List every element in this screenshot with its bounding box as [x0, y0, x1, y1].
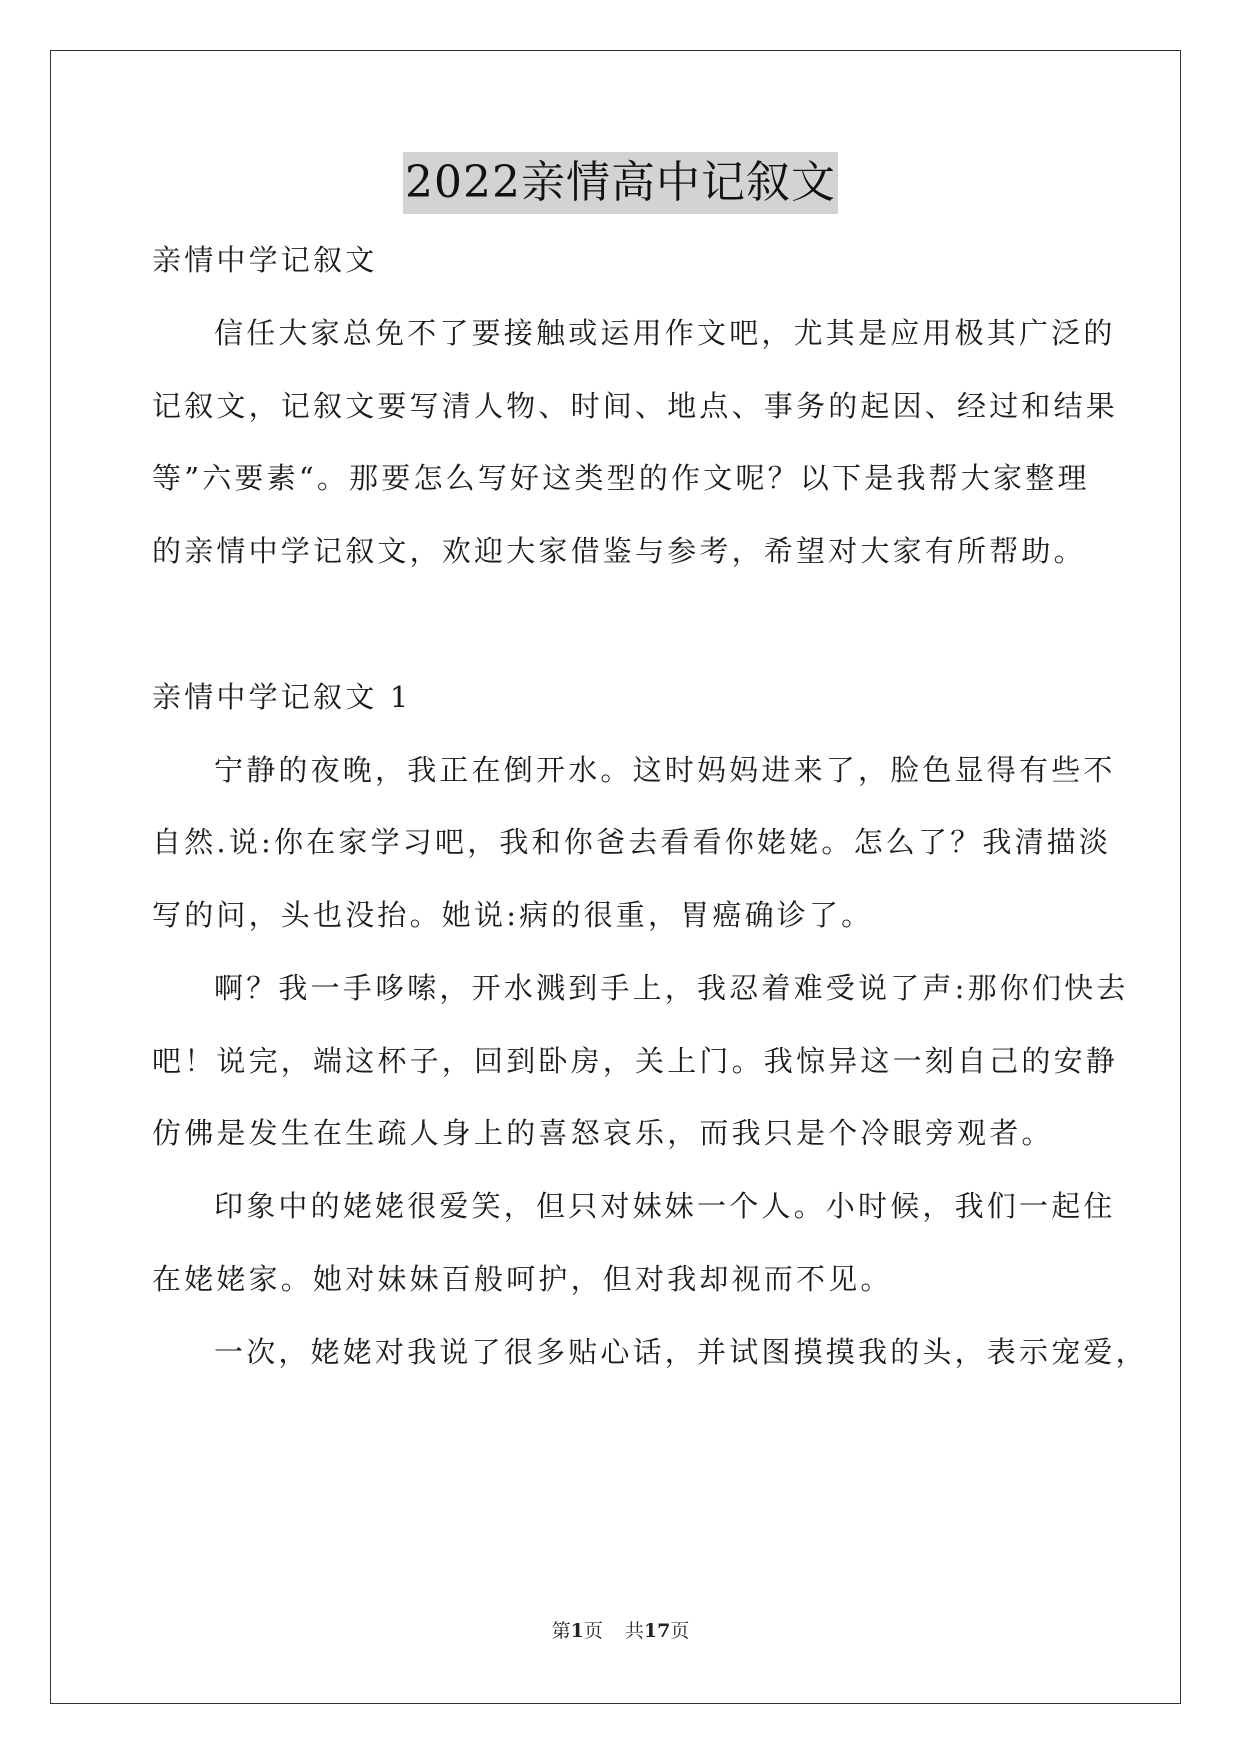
section-heading: 亲情中学记叙文 — [152, 243, 378, 277]
paragraph-line: 在姥姥家。她对妹妹百般呵护，但对我却视而不见。 — [152, 1262, 893, 1296]
paragraph-line: 宁静的夜晚，我正在倒开水。这时妈妈进来了，脸色显得有些不 — [214, 753, 1116, 787]
footer-page-total: 17 — [643, 1620, 671, 1642]
paragraph-line: 一次，姥姥对我说了很多贴心话，并试图摸摸我的头，表示宠爱， — [214, 1335, 1148, 1369]
footer-page-prefix: 第 — [551, 1620, 571, 1642]
section-heading: 亲情中学记叙文 1 — [152, 680, 412, 714]
paragraph-line: 仿佛是发生在生疏人身上的喜怒哀乐，而我只是个冷眼旁观者。 — [152, 1116, 1054, 1150]
paragraph-line: 记叙文，记叙文要写清人物、时间、地点、事务的起因、经过和结果 — [152, 389, 1119, 423]
footer-page-suffix: 页 — [583, 1620, 603, 1642]
document-title: 2022亲情高中记叙文 — [403, 152, 838, 214]
paragraph-line: 啊？我一手哆嗦，开水溅到手上，我忍着难受说了声:那你们快去 — [214, 971, 1129, 1005]
paragraph-line: 吧！说完，端这杯子，回到卧房，关上门。我惊异这一刻自己的安静 — [152, 1044, 1119, 1078]
footer-total-suffix: 页 — [670, 1620, 690, 1642]
page-border — [50, 50, 1181, 1704]
paragraph-line: 的亲情中学记叙文，欢迎大家借鉴与参考，希望对大家有所帮助。 — [152, 534, 1086, 568]
title-container — [0, 152, 1241, 214]
footer-total-prefix: 共 — [624, 1620, 644, 1642]
paragraph-line: 写的问，头也没抬。她说:病的很重，胃癌确诊了。 — [152, 898, 874, 932]
footer-page-current: 1 — [570, 1620, 584, 1642]
paragraph-line: 信任大家总免不了要接触或运用作文吧，尤其是应用极其广泛的 — [214, 316, 1116, 350]
paragraph-line: 自然.说:你在家学习吧，我和你爸去看看你姥姥。怎么了？我清描淡 — [152, 825, 1112, 859]
paragraph-line: 等”六要素“。那要怎么写好这类型的作文呢？以下是我帮大家整理 — [152, 461, 1090, 495]
paragraph-line: 印象中的姥姥很爱笑，但只对妹妹一个人。小时候，我们一起住 — [214, 1189, 1116, 1223]
page-footer — [0, 1616, 1241, 1643]
